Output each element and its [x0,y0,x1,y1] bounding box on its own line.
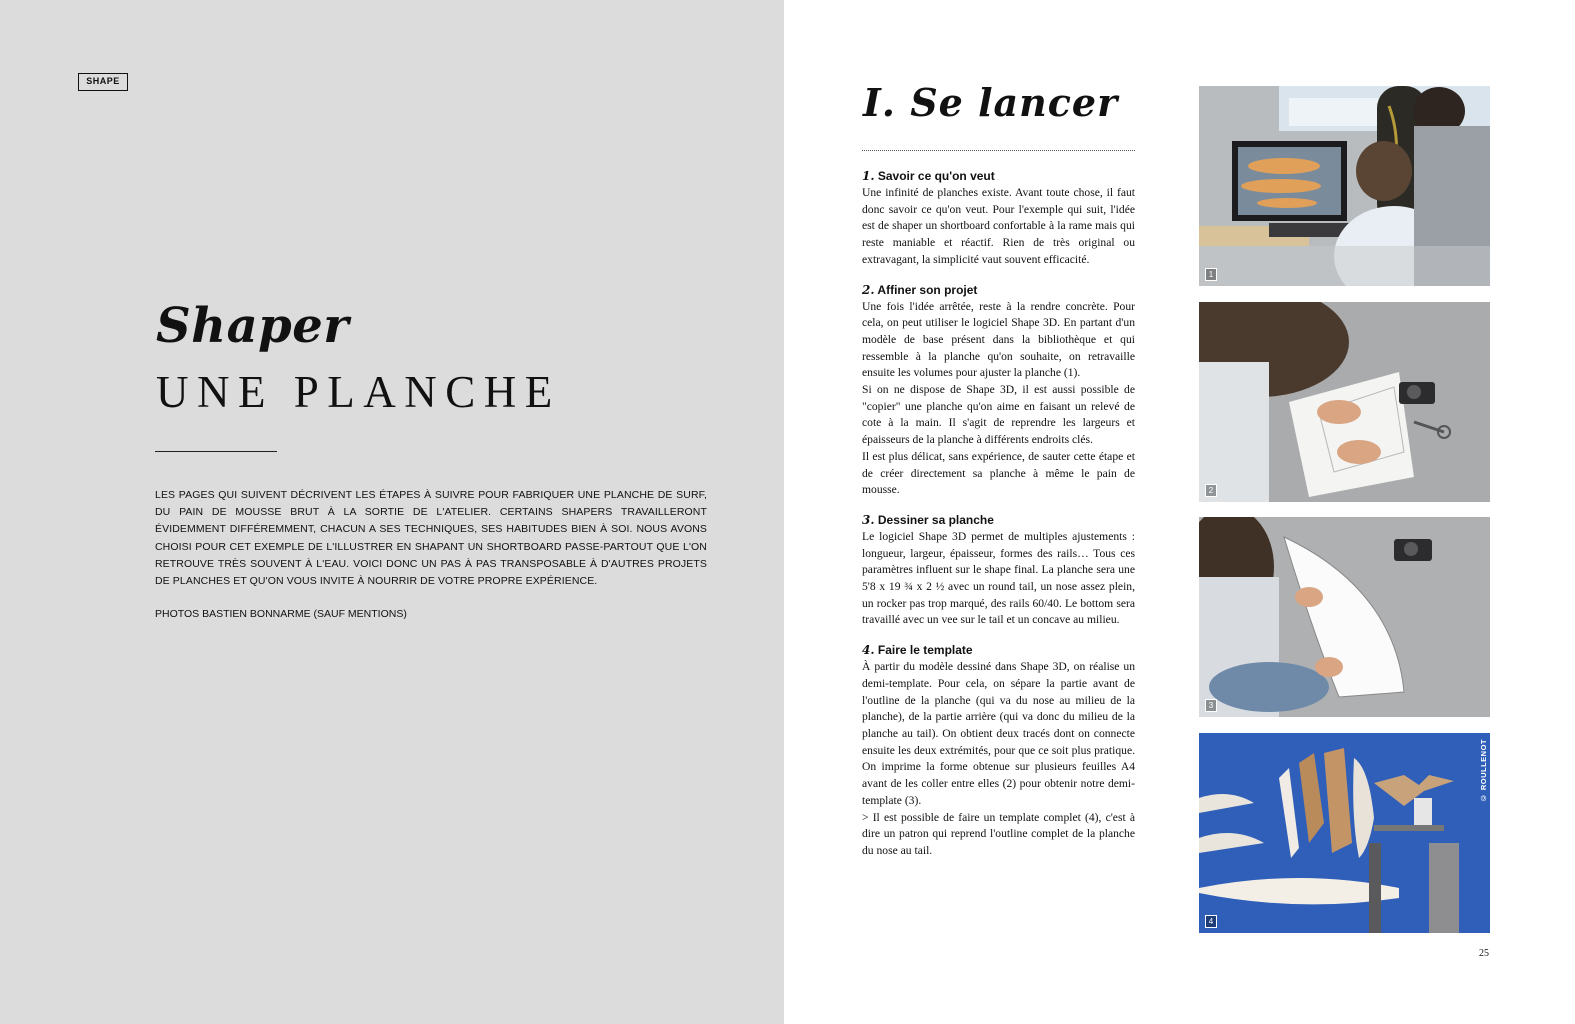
left-page [0,0,784,1024]
dotted-divider [862,150,1135,151]
section-title: I. Se lancer [863,80,1119,125]
step-title: Savoir ce qu'on veut [877,169,995,183]
step-heading [862,512,1135,529]
photo-number: 2 [1205,484,1217,497]
step-paragraph: Une fois l'idée arrêtée, reste à la rendre concrète. Pour cela, on peut utiliser le logiciel Shape 3D. En partant d'un modèle de base présent dans la bibliothèque et qui ressemble à la planche qu'on souhaite, on retravaille ensuite les volumes pour ajuster la planche (1). [862,299,1135,380]
photo-4-templates-wall [1199,733,1490,933]
step-paragraph: Il est plus délicat, sans expérience, de sauter cette étape et de créer directement sa planche à même le pain de mousse. [862,449,1135,497]
photo-number: 4 [1205,915,1217,928]
step-heading [862,282,1135,299]
step-number: 1. [862,169,875,183]
photo-1-illustration [1199,86,1490,286]
section-tag: SHAPE [78,73,128,91]
photo-2-illustration [1199,302,1490,502]
step-heading [862,168,1135,185]
photo-credits: PHOTOS BASTIEN BONNARME (SAUF MENTIONS) [155,608,407,620]
step-4 [862,642,1135,859]
step-3 [862,512,1135,629]
step-heading [862,642,1135,659]
photo-1-computer [1199,86,1490,286]
page-number: 25 [1479,948,1489,959]
step-title: Faire le template [877,643,973,658]
step-paragraph: Le logiciel Shape 3D permet de multiples ajustements : longueur, largeur, épaisseur, formes des rails… Tous ces paramètres influent sur le shape final. La planche sera une 5'8 x 19 ¾ x 2 ½ avec un round tail, un nose assez plein, un rocker pas trop marqué, des rails 60/40. Le bottom sera travaillé avec un vee sur le tail et un concave au milieu. [862,529,1135,627]
photo-credit: © ROULLENOT [1479,739,1488,803]
step-number: 2. [862,282,875,297]
step-number: 4. [862,643,875,658]
main-title-line2: UNE PLANCHE [156,367,561,417]
steps-column [862,168,1135,873]
step-number: 3. [862,512,875,527]
step-paragraph: > Il est possible de faire un template complet (4), c'est à dire un patron qui reprend l'outline complet de la planche du nose au tail. [862,810,1135,857]
main-title-line1: Shaper [156,298,350,354]
photo-4-illustration [1199,733,1490,933]
photo-3-template [1199,517,1490,717]
photo-3-illustration [1199,517,1490,717]
step-title: Affiner son projet [877,282,978,297]
step-title: Dessiner sa planche [877,512,994,527]
step-paragraph: Si on ne dispose de Shape 3D, il est aussi possible de "copier" une planche qu'on aime en faisant un relevé de cote à la main. Il s'agit de reprendre les largeurs et épaisseurs de la planche à différents endroits clés. [862,383,1135,447]
title-divider [155,451,277,452]
photo-number: 1 [1205,268,1217,281]
step-paragraph: Une infinité de planches existe. Avant toute chose, il faut donc savoir ce qu'on veut. Pour l'exemple qui suit, l'idée est de shaper un shortboard confortable à la rame mais qui reste maniable et réactif. Rien de très original ou extravagant, la simplicité vaut souvent efficacité. [862,186,1135,266]
step-1 [862,168,1135,269]
step-paragraph: À partir du modèle dessiné dans Shape 3D, on réalise un demi-template. Pour cela, on sépare la partie avant de l'outline de la planche (qui va du nose au milieu de la planche), de la partie arrière (qui va donc du milieu de la planche au tail). On obtient deux tracés dont on connecte ensuite les deux extrémités, pour que ce soit plus pratique. On imprime la forme obtenue sur plusieurs feuilles A4 avant de les coller entre elles (2) pour obtenir notre demi-template (3). [862,660,1135,807]
photo-number: 3 [1205,699,1217,712]
photo-2-papers [1199,302,1490,502]
intro-paragraph: LES PAGES QUI SUIVENT DÉCRIVENT LES ÉTAPES À SUIVRE POUR FABRIQUER UNE PLANCHE DE SURF, DU PAIN DE MOUSSE BRUT À LA SORTIE DE L'ATELIER. CERTAINS SHAPERS TRAVAILLERONT ÉVIDEMMENT DIFFÉREMMENT, CHACUN A SES TECHNIQUES, SES HABITUDES BIEN À SOI. NOUS AVONS CHOISI POUR CET EXEMPLE DE L'ILLUSTRER EN SHAPANT UN SHORTBOARD PASSE-PARTOUT QUE L'ON RETROUVE TRÈS SOUVENT À L'EAU. VOICI DONC UN PAS À PAS TRANSPOSABLE À D'AUTRES PROJETS DE PLANCHES ET QU'ON VOUS INVITE À NOURRIR DE VOTRE PROPRE EXPÉRIENCE. [155,489,707,588]
step-2 [862,282,1135,499]
